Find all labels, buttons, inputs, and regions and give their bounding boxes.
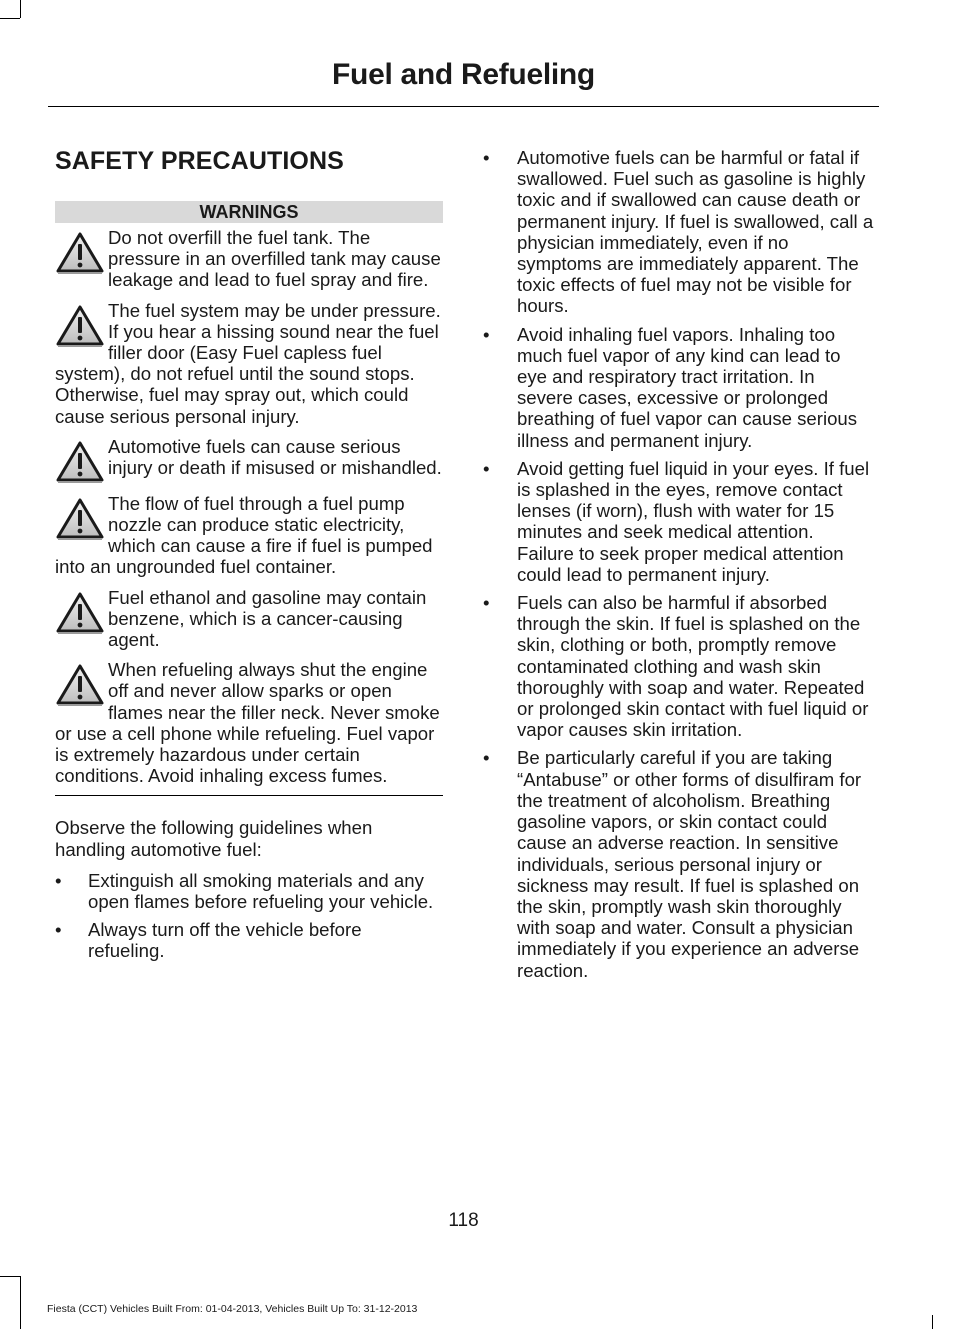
crop-mark bbox=[0, 1276, 20, 1277]
left-column bbox=[55, 144, 443, 969]
crop-mark bbox=[0, 18, 20, 19]
list-item bbox=[483, 458, 875, 585]
right-column bbox=[483, 147, 875, 988]
guidelines-intro: Observe the following guidelines when handling automotive fuel: bbox=[55, 817, 373, 860]
list-item-text: Extinguish all smoking materials and any open flames before refueling your vehicle. bbox=[88, 869, 434, 913]
footer-vehicle-info: Fiesta (CCT) Vehicles Built From: 01-04-2013, Vehicles Built Up To: 31-12-2013 bbox=[47, 1303, 418, 1315]
list-item-text: Automotive fuels can be harmful or fatal if swallowed. Fuel such as gasoline is highly toxic and if swallowed can cause death or permanent injury. If fuel is swallowed, call a physician immediately, even if no symptoms are immediately apparent. The toxic effects of fuel may not be visible for hours. bbox=[517, 147, 874, 317]
warnings-list bbox=[55, 227, 443, 786]
warning-text: Do not overfill the fuel tank. The pressure in an overfilled tank may cause leakage and lead to fuel spray and fire. bbox=[108, 227, 441, 291]
crop-mark bbox=[932, 1315, 933, 1329]
crop-mark bbox=[20, 0, 21, 18]
list-item-text: Avoid inhaling fuel vapors. Inhaling too much fuel vapor of any kind can lead to eye and respiratory tract irritation. In severe cases, excessive or prolonged breathing of fuel vapor can cause serious illness and permanent injury. bbox=[517, 323, 858, 451]
crop-mark bbox=[20, 1276, 21, 1329]
warning-text: Fuel ethanol and gasoline may contain benzene, which is a cancer-causing agent. bbox=[108, 586, 427, 651]
warning-item bbox=[55, 227, 443, 291]
warning-text: The fuel system may be under pressure. If you hear a hissing sound near the fuel filler door (Easy Fuel capless fuel system), do not refuel until the sound stops. Otherwise, fuel may spray out, which could cause serious personal injury. bbox=[55, 299, 441, 427]
list-item bbox=[483, 592, 875, 740]
warning-text: The flow of fuel through a fuel pump nozzle can produce static electricity, which can cause a fire if fuel is pumped into an ungrounded fuel container. bbox=[55, 492, 433, 578]
bullet-icon: • bbox=[55, 919, 62, 941]
bullet-icon: • bbox=[483, 323, 490, 345]
warning-item bbox=[55, 436, 443, 484]
list-item bbox=[55, 870, 443, 912]
bullet-icon: • bbox=[55, 869, 62, 891]
bullet-icon: • bbox=[483, 457, 490, 479]
warnings-divider bbox=[55, 795, 443, 796]
guideline-list-continued bbox=[483, 147, 875, 981]
warning-item bbox=[55, 587, 443, 651]
list-item bbox=[483, 324, 875, 451]
section-heading: SAFETY PRECAUTIONS bbox=[55, 147, 344, 175]
warning-triangle-icon bbox=[55, 440, 105, 484]
warning-triangle-icon bbox=[55, 231, 105, 275]
warning-text: When refueling always shut the engine off and never allow sparks or open flames near the filler neck. Never smoke or use a cell phone while refueling. Fuel vapor is extremely hazardous under certain conditions. Avoid inhaling excess fumes. bbox=[55, 659, 440, 787]
list-item bbox=[55, 919, 443, 961]
bullet-icon: • bbox=[483, 592, 490, 614]
bullet-icon: • bbox=[483, 747, 490, 769]
warning-triangle-icon bbox=[55, 304, 105, 348]
warnings-label: WARNINGS bbox=[55, 201, 443, 223]
page-title: Fuel and Refueling bbox=[332, 58, 595, 91]
warning-triangle-icon bbox=[55, 591, 105, 635]
warning-text: Automotive fuels can cause serious injury or death if misused or mishandled. bbox=[108, 435, 442, 479]
warning-item bbox=[55, 493, 443, 578]
page-number: 118 bbox=[448, 1210, 479, 1231]
list-item bbox=[483, 147, 875, 317]
list-item-text: Fuels can also be harmful if absorbed through the skin. If fuel is splashed on the skin, clothing or both, promptly remove contaminated clothing and wash skin thoroughly with soap and water. Repeated or prolonged skin contact with fuel liquid or vapor causes skin irritation. bbox=[517, 592, 869, 741]
warning-triangle-icon bbox=[55, 497, 105, 541]
list-item bbox=[483, 747, 875, 980]
list-item-text: Be particularly careful if you are taking “Antabuse” or other forms of disulfiram for the treatment of alcoholism. Breathing gasoline vapors, or skin contact could cause an adverse reaction. In sensitive individuals, serious personal injury or sickness may result. If fuel is splashed on the skin, promptly wash skin thoroughly with soap and water. Consult a physician immediately if you experience an adverse reaction. bbox=[517, 747, 862, 981]
warning-item bbox=[55, 659, 443, 786]
warning-item bbox=[55, 300, 443, 427]
list-item-text: Avoid getting fuel liquid in your eyes. If fuel is splashed in the eyes, remove contact lenses (if worn), flush with water for 15 minutes and seek medical attention. Failure to seek proper medical attention could lead to permanent injury. bbox=[517, 457, 870, 585]
bullet-icon: • bbox=[483, 147, 490, 168]
title-rule bbox=[48, 106, 879, 107]
guideline-list bbox=[55, 870, 443, 962]
list-item-text: Always turn off the vehicle before refueling. bbox=[88, 919, 362, 962]
warning-triangle-icon bbox=[55, 663, 105, 707]
